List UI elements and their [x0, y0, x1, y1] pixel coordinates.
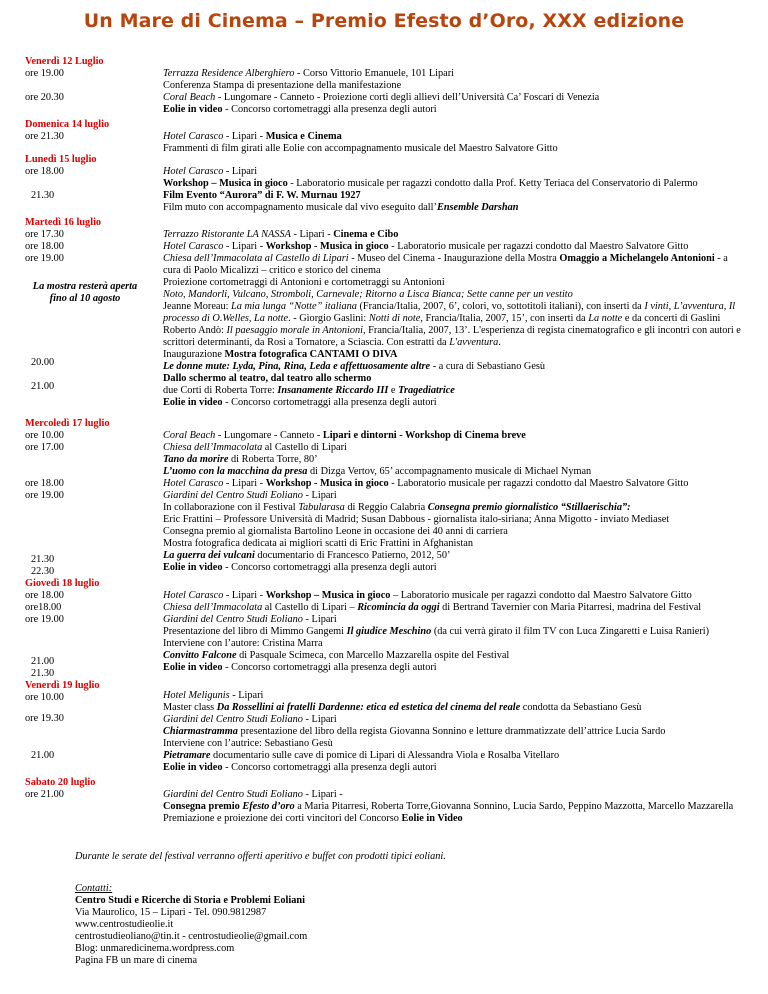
event-line: La guerra dei vulcani documentario di Francesco Patierno, 2012, 50’ [163, 550, 451, 561]
time-label: 20.00 [31, 357, 55, 368]
event-line: Hotel Carasco - Lipari - Workshop - Musica in gioco - Laboratorio musicale per ragazzi condotto dal Maestro Salvatore Gitto [163, 478, 689, 489]
event-line: Chiesa dell’Immacolata al Castello di Lipari [163, 442, 347, 453]
event-line: Proiezione cortometraggi di Antonioni e cortometraggi su Antonioni [163, 277, 445, 288]
event-line: Roberto Andò: Il paesaggio morale in Antonioni, Francia/Italia, 2007, 13’. L'esperienza di regista cinematografico e gli incontri con autori e scrittori determinanti, da Rosi a Tornatore, a Sciascia. Con estratti da L'avventura. [163, 325, 741, 348]
events-tue-16 [163, 229, 745, 409]
event-line: Coral Beach - Lungomare - Canneto - Proiezione corti degli allievi dell’Università Ca’ Foscari di Venezia [163, 92, 600, 103]
event-line: In collaborazione con il Festival Tabularasa di Reggio Calabria Consegna premio giornalistico “Stillaerischia”: [163, 502, 631, 513]
event-line: Eric Frattini – Professore Università di Madrid; Susan Dabbous - giornalista italo-siriana; Anna Migotto - inviato Mediaset [163, 514, 670, 525]
time-label: ore 10.00 [25, 430, 64, 441]
event-line: Eolie in video - Concorso cortometraggi alla presenza degli autori [163, 562, 437, 573]
time-label: ore 21.30 [25, 131, 64, 142]
event-line: Terrazzo Ristorante LA NASSA - Lipari - Cinema e Cibo [163, 229, 399, 240]
time-label: ore 10.00 [25, 692, 64, 703]
time-label: 21.30 [31, 190, 55, 201]
event-line: Inaugurazione Mostra fotografica CANTAMI O DIVA [163, 349, 398, 360]
day-label: Venerdì 19 luglio [25, 680, 100, 691]
event-line: Presentazione del libro di Mimmo Gangemi Il giudice Meschino (da cui verrà girato il film TV con Luca Zingaretti e Luisa Ranieri) [163, 626, 710, 637]
page-title: Un Mare di Cinema – Premio Efesto d’Oro, XXX edizione [83, 10, 685, 32]
schedule-times [25, 56, 153, 80]
time-label: ore 17.00 [25, 442, 64, 453]
event-line: Convitto Falcone di Pasquale Scimeca, con Marcello Mazzarella ospite del Festival [163, 650, 510, 661]
time-label: ore18.00 [25, 602, 62, 613]
day-label: Martedì 16 luglio [25, 217, 102, 228]
event-line: Eolie in video - Concorso cortometraggi alla presenza degli autori [163, 662, 437, 673]
festival-note: Durante le serate del festival verranno offerti aperitivo e buffet con prodotti tipici eoliani. [75, 851, 446, 862]
contacts-block [75, 883, 725, 967]
time-label: ore 17.30 [25, 229, 64, 240]
event-line: Eolie in video - Concorso cortometraggi alla presenza degli autori [163, 104, 437, 115]
website: www.centrostudieolie.it [75, 919, 174, 930]
event-line: Premiazione e proiezione dei corti vincitori del Concorso Eolie in Video [163, 813, 463, 824]
event-line: Noto, Mandorli, Vulcano, Stromboli, Carnevale; Ritorno a Lisca Bianca; Sette canne per un vestito [163, 289, 573, 300]
event-line: Mostra fotografica dedicata ai migliori scatti di Eric Frattini in Afghanistan [163, 538, 473, 549]
time-label: ore 19.00 [25, 614, 64, 625]
address: Via Maurolico, 15 – Lipari - Tel. 090.9812987 [75, 907, 267, 918]
events-thu-18 [163, 590, 745, 674]
event-line: Film Evento “Aurora” di F. W. Murnau 1927 [163, 190, 361, 201]
event-line: Giardini del Centro Studi Eoliano - Lipari [163, 714, 337, 725]
time-label: ore 18.00 [25, 166, 64, 177]
organization-name: Centro Studi e Ricerche di Storia e Problemi Eoliani [75, 895, 305, 906]
time-label: ore 18.00 [25, 590, 64, 601]
day-label: Domenica 14 luglio [25, 119, 110, 130]
event-line: Master class Da Rossellini ai fratelli Dardenne: etica ed estetica del cinema del reale condotta da Sebastiano Gesù [163, 702, 642, 713]
event-line: Eolie in video - Concorso cortometraggi alla presenza degli autori [163, 397, 437, 408]
event-line: Pietramare documentario sulle cave di pomice di Lipari di Alessandra Viola e Rosalba Vitellaro [163, 750, 560, 761]
time-label: ore 19.00 [25, 68, 64, 79]
time-label: 22.30 [31, 566, 55, 577]
schedule-times [25, 554, 153, 626]
contacts-label: Contatti: [75, 883, 113, 894]
event-line: Consegna premio Efesto d’oro a Maria Pitarresi, Roberta Torre,Giovanna Sonnino, Lucia Sardo, Peppino Mazzotta, Marcello Mazzarella [163, 801, 734, 812]
events-sun-14 [163, 131, 745, 155]
schedule-times [25, 217, 153, 265]
events-fri-19 [163, 690, 745, 774]
time-label: ore 19.30 [25, 713, 64, 724]
event-line: Le donne mute: Lyda, Pina, Rina, Leda e affettuosamente altre - a cura di Sebastiano Gesù [163, 361, 546, 372]
time-label: ore 19.00 [25, 490, 64, 501]
event-line: Chiesa dell’Immacolata al Castello di Lipari - Museo del Cinema - Inaugurazione della Mostra Omaggio a Michelangelo Antonioni - a cura di Paolo Micalizzi – critico e storico del cinema [163, 253, 728, 276]
schedule-times [25, 119, 153, 143]
event-line: Giardini del Centro Studi Eoliano - Lipari - [163, 789, 343, 800]
day-label: Lunedì 15 luglio [25, 154, 97, 165]
event-line: Jeanne Moreau: La mia lunga “Notte” italiana (Francia/Italia, 2007, 6’, colori, vo, sottotitoli italiani), con inserti da I vinti, L’avventura, Il processo di O.Welles, La notte. - Giorgio Gaslini: Notti di note, Francia/Italia, 2007, 15’, con inserti da La notte e da concerti di Gaslini [163, 301, 736, 324]
schedule-times [25, 154, 153, 178]
schedule-times [25, 478, 153, 502]
time-label: ore 21.00 [25, 789, 64, 800]
events-sat-20 [163, 789, 745, 825]
day-label: Mercoledì 17 luglio [25, 418, 110, 429]
time-label: 21.00 [31, 656, 55, 667]
facebook-page: Pagina FB un mare di cinema [75, 955, 198, 966]
event-line: Hotel Carasco - Lipari - Musica e Cinema [163, 131, 342, 142]
time-label: 21.30 [31, 668, 55, 679]
day-label: Sabato 20 luglio [25, 777, 96, 788]
event-line: Chiesa dell’Immacolata al Castello di Lipari – Ricomincia da oggi di Bertrand Tavernier con Maria Pitarresi, madrina del Festival [163, 602, 702, 613]
time-label: ore 18.00 [25, 478, 64, 489]
events-mon-15 [163, 166, 745, 214]
time-label: ore 18.00 [25, 241, 64, 252]
event-line: Eolie in video - Concorso cortometraggi alla presenza degli autori [163, 762, 437, 773]
event-line: Hotel Carasco - Lipari - Workshop – Musica in gioco – Laboratorio musicale per ragazzi condotto dal Maestro Salvatore Gitto [163, 590, 692, 601]
event-line: L’uomo con la macchina da presa di Dizga Vertov, 65’ accompagnamento musicale di Michael Nyman [163, 466, 592, 477]
time-label: 21.30 [31, 554, 55, 565]
time-label: 21.00 [31, 750, 55, 761]
event-line: Conferenza Stampa di presentazione della manifestazione [163, 80, 402, 91]
event-line: Frammenti di film girati alle Eolie con accompagnamento musicale del Maestro Salvatore Gitto [163, 143, 558, 154]
event-line: Chiarmastramma presentazione del libro della regista Giovanna Sonnino e letture drammatizzate dell’attrice Lucia Sardo [163, 726, 666, 737]
event-line: Giardini del Centro Studi Eoliano - Lipari [163, 614, 337, 625]
emails: centrostudieoliano@tin.it - centrostudieolie@gmail.com [75, 931, 308, 942]
event-line: Film muto con accompagnamento musicale dal vivo eseguito dall’Ensemble Darshan [163, 202, 519, 213]
event-line: Interviene con l’autore: Cristina Marra [163, 638, 323, 649]
schedule-times [25, 418, 153, 454]
schedule-times [25, 777, 153, 801]
blog: Blog: unmaredicinema.wordpress.com [75, 943, 235, 954]
event-line: Interviene con l’autrice: Sebastiano Gesù [163, 738, 333, 749]
day-label: Venerdì 12 Luglio [25, 56, 104, 67]
day-label: Giovedì 18 luglio [25, 578, 100, 589]
event-line: Hotel Carasco - Lipari [163, 166, 258, 177]
time-label: ore 20.30 [25, 92, 64, 103]
event-line: Tano da morire di Roberta Torre, 80’ [163, 454, 318, 465]
events-wed-17 [163, 430, 745, 574]
event-line: Dallo schermo al teatro, dal teatro allo schermo [163, 373, 372, 384]
events-fri-12 [163, 68, 745, 116]
schedule-times [25, 656, 153, 704]
event-line: Giardini del Centro Studi Eoliano - Lipari [163, 490, 337, 501]
event-line: Coral Beach - Lungomare - Canneto - Lipari e dintorni - Workshop di Cinema breve [163, 430, 526, 441]
time-label: ore 19.00 [25, 253, 64, 264]
exhibition-note: La mostra resterà aperta fino al 10 agosto [32, 281, 138, 304]
event-line: due Corti di Roberta Torre: Insanamente Riccardo III e Tragediatrice [163, 385, 455, 396]
event-line: Hotel Meligunis - Lipari [163, 690, 264, 701]
event-line: Terrazza Residence Alberghiero - Corso Vittorio Emanuele, 101 Lipari [163, 68, 454, 79]
event-line: Consegna premio al giornalista Bartolino Leone in occasione dei 40 anni di carriera [163, 526, 508, 537]
time-label: 21.00 [31, 381, 55, 392]
event-line: Hotel Carasco - Lipari - Workshop - Musica in gioco - Laboratorio musicale per ragazzi condotto dal Maestro Salvatore Gitto [163, 241, 689, 252]
event-line: Workshop – Musica in gioco - Laboratorio musicale per ragazzi condotto dalla Prof. Ketty Teriaca del Conservatorio di Palermo [163, 178, 698, 189]
